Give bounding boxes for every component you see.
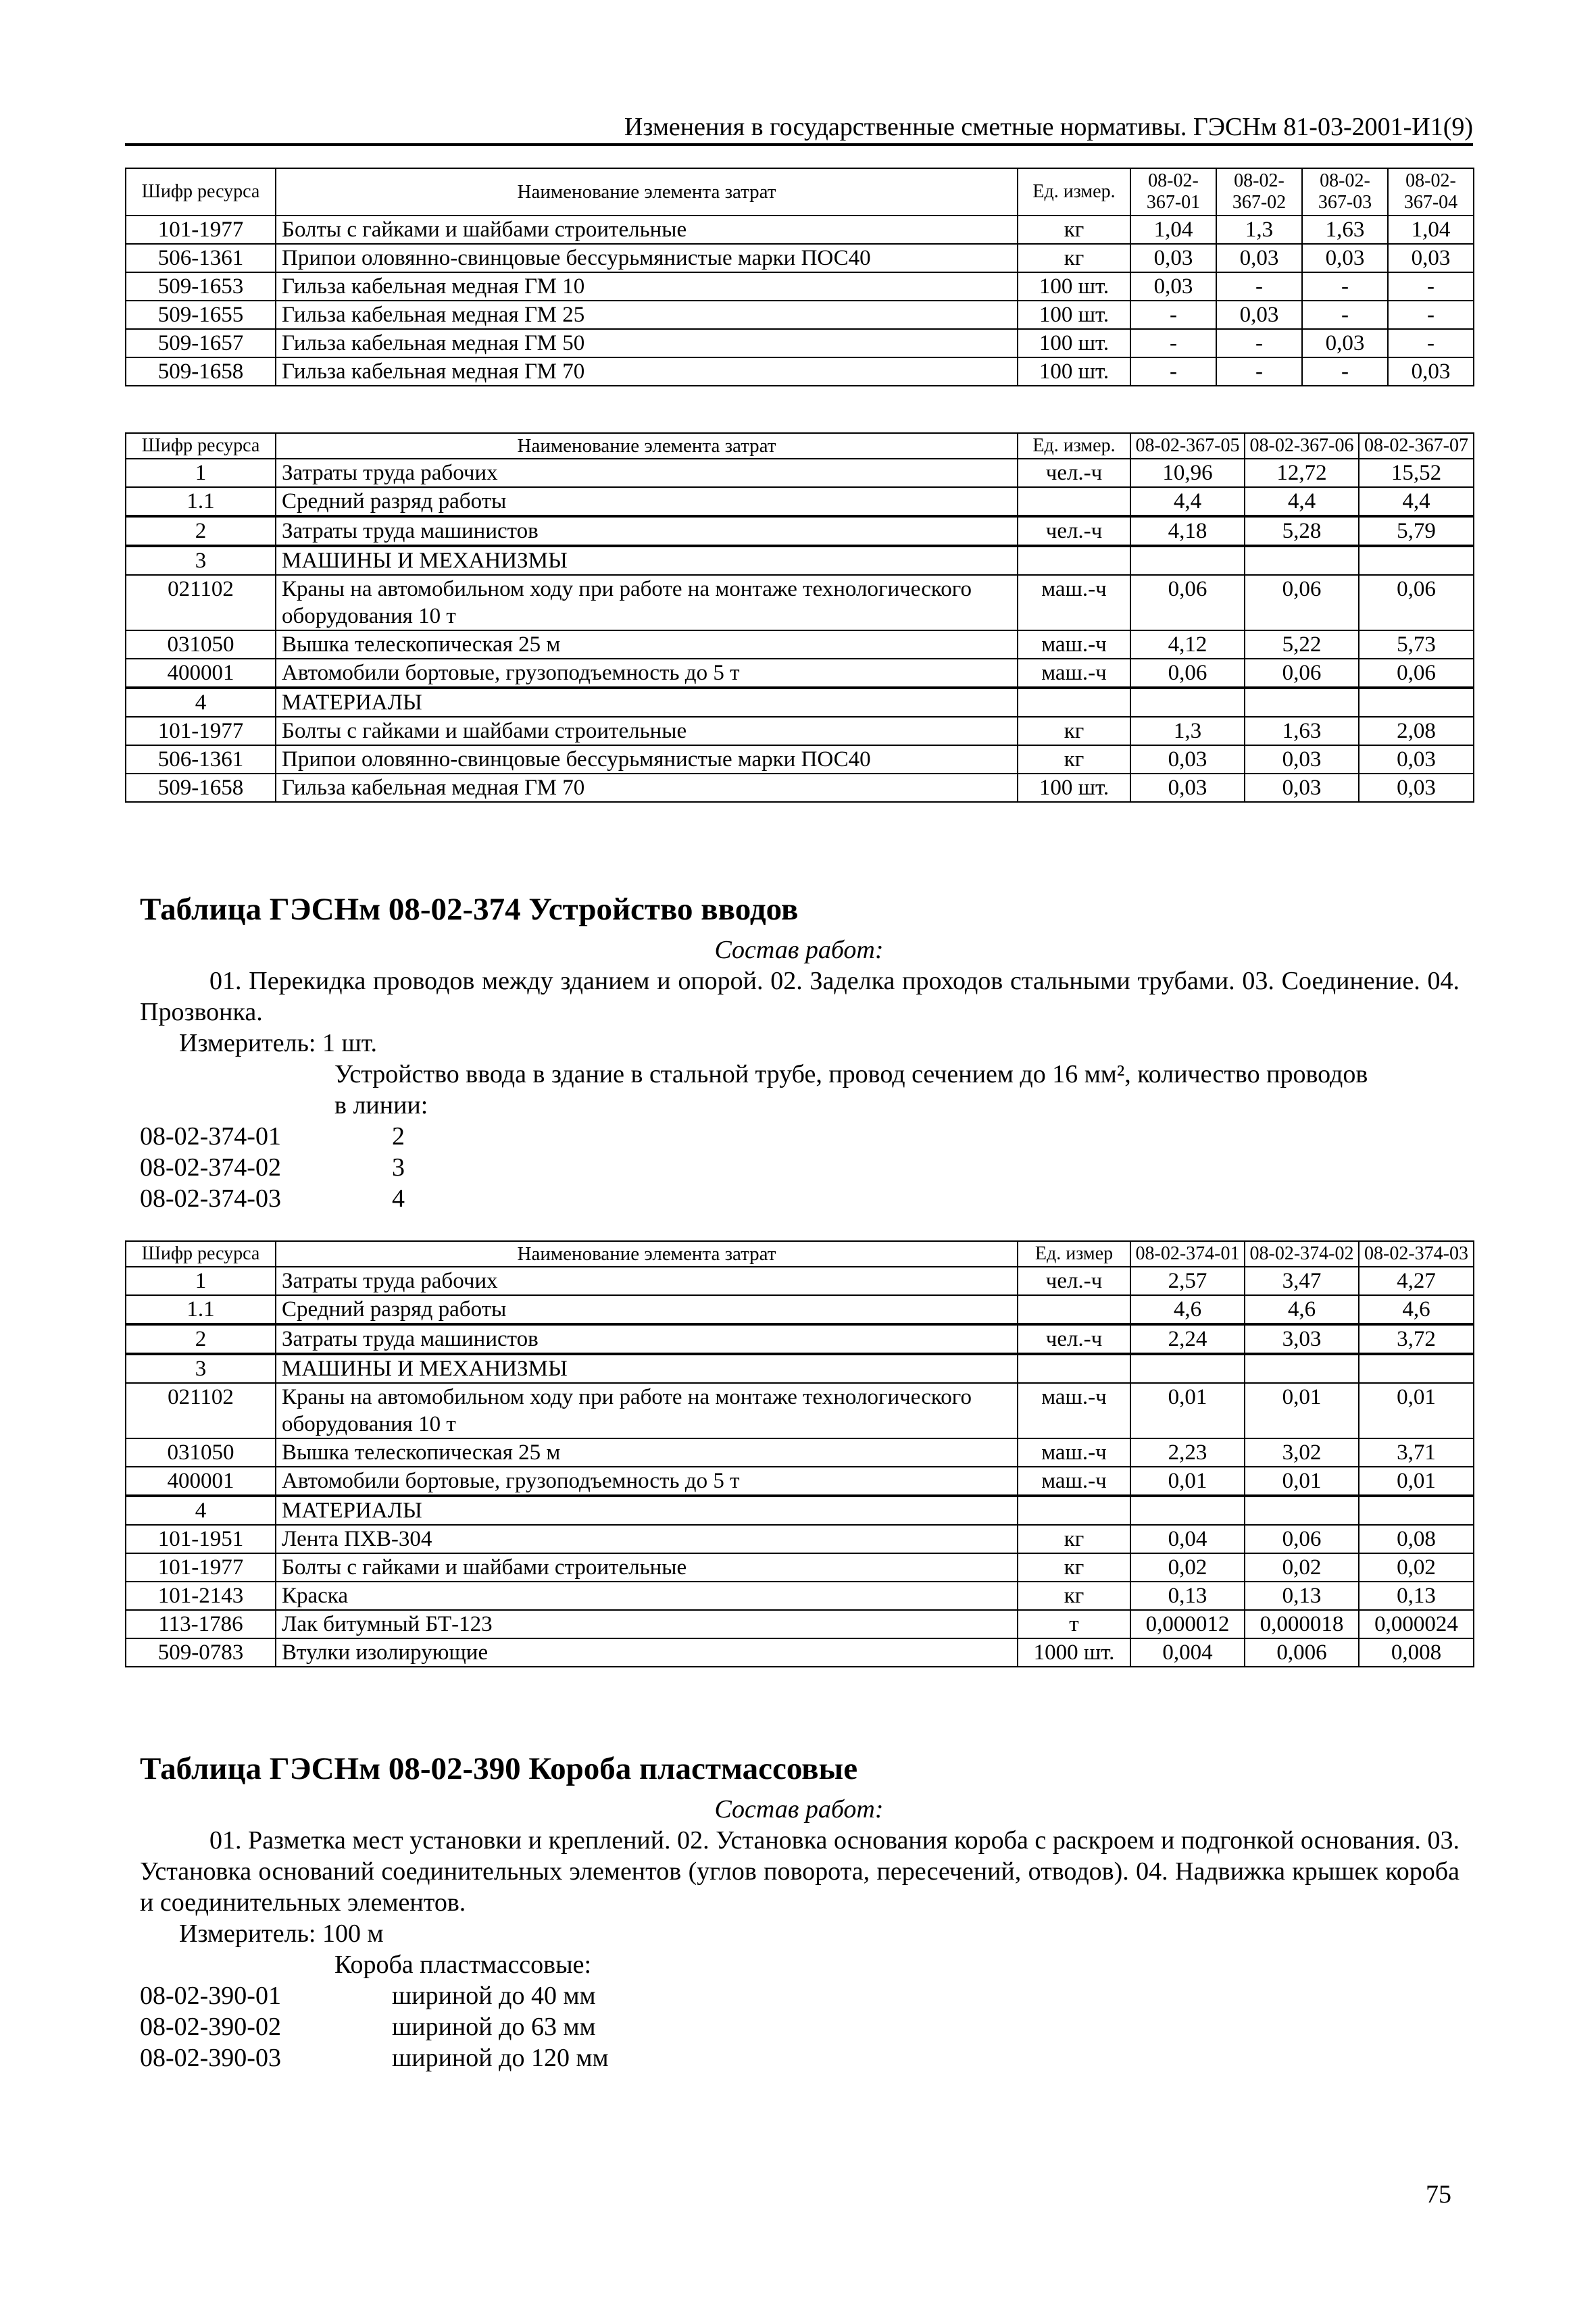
row-unit: чел.-ч xyxy=(1018,1267,1130,1295)
row-value: 1,63 xyxy=(1245,717,1359,745)
row-value: 0,02 xyxy=(1130,1553,1245,1582)
table-row xyxy=(126,1553,1474,1582)
row-value: 0,01 xyxy=(1359,1383,1474,1438)
row-unit: кг xyxy=(1018,244,1130,272)
header-col-2: 08-02-367-02 xyxy=(1216,168,1302,216)
row-name: Болты с гайками и шайбами строительные xyxy=(276,1553,1018,1582)
header-col-1: 08-02-367-05 xyxy=(1130,433,1245,459)
row-name: МАТЕРИАЛЫ xyxy=(276,688,1018,717)
table-row xyxy=(126,244,1474,272)
variant-code: 08-02-390-02 xyxy=(140,2013,281,2041)
row-unit: маш.-ч xyxy=(1018,630,1130,659)
row-value: 0,000012 xyxy=(1130,1610,1245,1638)
row-unit xyxy=(1018,1354,1130,1383)
row-code: 2 xyxy=(126,516,276,546)
header-col-4: 08-02-367-04 xyxy=(1388,168,1474,216)
row-value: - xyxy=(1302,301,1388,329)
row-value: 2,24 xyxy=(1130,1324,1245,1354)
row-value xyxy=(1245,1354,1359,1383)
row-value: 1,63 xyxy=(1302,216,1388,244)
row-code: 2 xyxy=(126,1324,276,1354)
table-header-row xyxy=(126,168,1474,216)
header-code: Шифр ресурса xyxy=(126,433,276,459)
table-row xyxy=(126,1610,1474,1638)
row-name: Припои оловянно-свинцовые бессурьмянистые марки ПОС40 xyxy=(276,244,1018,272)
table-row xyxy=(126,774,1474,802)
row-name: Гильза кабельная медная ГМ 70 xyxy=(276,774,1018,802)
row-name: Краска xyxy=(276,1582,1018,1610)
row-unit: 100 шт. xyxy=(1018,301,1130,329)
row-unit: 100 шт. xyxy=(1018,329,1130,357)
row-unit: 100 шт. xyxy=(1018,774,1130,802)
row-unit: маш.-ч xyxy=(1018,1438,1130,1467)
row-value: 2,08 xyxy=(1359,717,1474,745)
composition-heading-374: Состав работ: xyxy=(714,936,884,964)
table-row xyxy=(126,688,1474,717)
row-value: 0,000024 xyxy=(1359,1610,1474,1638)
table-row xyxy=(126,329,1474,357)
row-value: 15,52 xyxy=(1359,459,1474,487)
table-row xyxy=(126,1582,1474,1610)
table-row xyxy=(126,272,1474,301)
row-name: Вышка телескопическая 25 м xyxy=(276,1438,1018,1467)
row-value: 4,4 xyxy=(1245,487,1359,516)
description-390: Короба пластмассовые: xyxy=(334,1951,592,1979)
row-unit: 100 шт. xyxy=(1018,357,1130,386)
row-code: 509-1658 xyxy=(126,357,276,386)
row-value: 1,04 xyxy=(1130,216,1216,244)
row-value: 2,23 xyxy=(1130,1438,1245,1467)
row-code: 3 xyxy=(126,1354,276,1383)
row-unit: маш.-ч xyxy=(1018,1383,1130,1438)
row-name: МАШИНЫ И МЕХАНИЗМЫ xyxy=(276,1354,1018,1383)
row-value xyxy=(1359,1496,1474,1525)
row-unit: кг xyxy=(1018,216,1130,244)
table-row xyxy=(126,301,1474,329)
row-value: 3,71 xyxy=(1359,1438,1474,1467)
row-code: 509-1658 xyxy=(126,774,276,802)
header-unit: Ед. измер. xyxy=(1018,168,1130,216)
row-code: 101-1977 xyxy=(126,1553,276,1582)
row-unit: маш.-ч xyxy=(1018,575,1130,630)
table-row xyxy=(126,717,1474,745)
row-value xyxy=(1130,688,1245,717)
variant-value: 4 xyxy=(392,1184,405,1213)
row-name: Средний разряд работы xyxy=(276,1295,1018,1324)
row-value: - xyxy=(1388,301,1474,329)
row-unit: чел.-ч xyxy=(1018,516,1130,546)
row-code: 101-1977 xyxy=(126,216,276,244)
row-value: 5,73 xyxy=(1359,630,1474,659)
row-name: Втулки изолирующие xyxy=(276,1638,1018,1667)
row-name: Гильза кабельная медная ГМ 10 xyxy=(276,272,1018,301)
row-value: 0,03 xyxy=(1130,244,1216,272)
row-value: - xyxy=(1130,329,1216,357)
table-row xyxy=(126,575,1474,630)
row-value: - xyxy=(1216,272,1302,301)
row-unit: кг xyxy=(1018,745,1130,774)
row-value: 4,18 xyxy=(1130,516,1245,546)
table-row xyxy=(126,216,1474,244)
row-code: 400001 xyxy=(126,659,276,688)
table-row xyxy=(126,1383,1474,1438)
norm-table-367-a xyxy=(125,168,1474,386)
row-value: 3,47 xyxy=(1245,1267,1359,1295)
row-unit: кг xyxy=(1018,1553,1130,1582)
row-value xyxy=(1359,546,1474,575)
row-value: 0,06 xyxy=(1245,575,1359,630)
row-name: Припои оловянно-свинцовые бессурьмянистые марки ПОС40 xyxy=(276,745,1018,774)
row-unit: кг xyxy=(1018,717,1130,745)
row-value: 0,03 xyxy=(1388,244,1474,272)
row-unit xyxy=(1018,688,1130,717)
row-value: - xyxy=(1388,329,1474,357)
row-value xyxy=(1130,1496,1245,1525)
row-value: 0,13 xyxy=(1245,1582,1359,1610)
row-name: Автомобили бортовые, грузоподъемность до 5 т xyxy=(276,659,1018,688)
header-unit: Ед. измер xyxy=(1018,1241,1130,1267)
header-col-1: 08-02-367-01 xyxy=(1130,168,1216,216)
row-value: - xyxy=(1130,301,1216,329)
row-value: 0,01 xyxy=(1359,1467,1474,1496)
row-value: - xyxy=(1302,272,1388,301)
row-unit: кг xyxy=(1018,1582,1130,1610)
row-value: 5,28 xyxy=(1245,516,1359,546)
row-code: 509-1657 xyxy=(126,329,276,357)
row-value: 4,4 xyxy=(1359,487,1474,516)
row-value: 0,06 xyxy=(1359,659,1474,688)
table-row xyxy=(126,459,1474,487)
header-name: Наименование элемента затрат xyxy=(276,1241,1018,1267)
row-value: 0,03 xyxy=(1302,244,1388,272)
composition-text-374: 01. Перекидка проводов между зданием и опорой. 02. Заделка проходов стальными трубами. 03. Соединение. 04. Прозвонка. xyxy=(140,967,1460,1026)
row-value: 12,72 xyxy=(1245,459,1359,487)
page-number: 75 xyxy=(1426,2180,1451,2209)
row-value: 0,03 xyxy=(1130,774,1245,802)
variant-code: 08-02-374-01 xyxy=(140,1122,281,1151)
row-value: 0,04 xyxy=(1130,1525,1245,1553)
row-code: 1.1 xyxy=(126,487,276,516)
variant-value: шириной до 63 мм xyxy=(392,2013,596,2041)
header-col-1: 08-02-374-01 xyxy=(1130,1241,1245,1267)
row-unit xyxy=(1018,1496,1130,1525)
row-value: - xyxy=(1388,272,1474,301)
row-code: 506-1361 xyxy=(126,244,276,272)
row-value: 10,96 xyxy=(1130,459,1245,487)
row-name: Краны на автомобильном ходу при работе на монтаже технологического оборудования 10 т xyxy=(276,1383,1018,1438)
row-value: 0,03 xyxy=(1388,357,1474,386)
row-name: Автомобили бортовые, грузоподъемность до 5 т xyxy=(276,1467,1018,1496)
row-value: 0,03 xyxy=(1302,329,1388,357)
composition-heading-390: Состав работ: xyxy=(714,1795,884,1823)
row-value: 4,12 xyxy=(1130,630,1245,659)
table-header-row xyxy=(126,1241,1474,1267)
table-row xyxy=(126,1496,1474,1525)
row-name: Краны на автомобильном ходу при работе на монтаже технологического оборудования 10 т xyxy=(276,575,1018,630)
row-value: 0,008 xyxy=(1359,1638,1474,1667)
description-374-line-2: в линии: xyxy=(334,1091,428,1120)
row-value xyxy=(1245,1496,1359,1525)
table-row xyxy=(126,659,1474,688)
row-unit: маш.-ч xyxy=(1018,659,1130,688)
table-row xyxy=(126,1638,1474,1667)
row-value: 0,03 xyxy=(1130,272,1216,301)
table-title-390: Таблица ГЭСНм 08-02-390 Короба пластмассовые xyxy=(140,1751,858,1786)
row-value: 0,06 xyxy=(1245,659,1359,688)
composition-text-390: 01. Разметка мест установки и креплений. 02. Установка основания короба с раскроем и подгонкой основания. 03. Установка оснований соединительных элементов (углов поворота, пересечений, отводов). 04. Надвижка крышек короба и соединительных элементов. xyxy=(140,1826,1460,1917)
row-value: 0,13 xyxy=(1359,1582,1474,1610)
row-code: 509-0783 xyxy=(126,1638,276,1667)
row-code: 509-1653 xyxy=(126,272,276,301)
row-value: - xyxy=(1130,357,1216,386)
table-title-374: Таблица ГЭСНм 08-02-374 Устройство вводов xyxy=(140,892,799,927)
variant-code: 08-02-374-02 xyxy=(140,1153,281,1182)
row-value: 0,01 xyxy=(1130,1383,1245,1438)
row-code: 031050 xyxy=(126,1438,276,1467)
row-value: 0,01 xyxy=(1130,1467,1245,1496)
row-value: 0,000018 xyxy=(1245,1610,1359,1638)
row-value: 1,3 xyxy=(1216,216,1302,244)
meter-374: Измеритель: 1 шт. xyxy=(179,1029,377,1057)
row-value: 4,6 xyxy=(1130,1295,1245,1324)
row-unit: маш.-ч xyxy=(1018,1467,1130,1496)
header-unit: Ед. измер. xyxy=(1018,433,1130,459)
row-value xyxy=(1245,688,1359,717)
table-row xyxy=(126,745,1474,774)
row-unit: кг xyxy=(1018,1525,1130,1553)
row-value: 0,08 xyxy=(1359,1525,1474,1553)
table-row xyxy=(126,1354,1474,1383)
row-value: - xyxy=(1216,329,1302,357)
row-value: 4,27 xyxy=(1359,1267,1474,1295)
row-unit: 100 шт. xyxy=(1018,272,1130,301)
row-name: Лента ПХВ-304 xyxy=(276,1525,1018,1553)
row-value xyxy=(1130,546,1245,575)
row-name: МАТЕРИАЛЫ xyxy=(276,1496,1018,1525)
row-value: 0,03 xyxy=(1245,774,1359,802)
row-value xyxy=(1130,1354,1245,1383)
row-value: 5,79 xyxy=(1359,516,1474,546)
variant-value: шириной до 40 мм xyxy=(392,1982,596,2010)
row-value: 5,22 xyxy=(1245,630,1359,659)
row-code: 113-1786 xyxy=(126,1610,276,1638)
table-row xyxy=(126,546,1474,575)
row-name: Вышка телескопическая 25 м xyxy=(276,630,1018,659)
table-row xyxy=(126,357,1474,386)
row-unit: 1000 шт. xyxy=(1018,1638,1130,1667)
row-code: 021102 xyxy=(126,1383,276,1438)
header-name: Наименование элемента затрат xyxy=(276,433,1018,459)
variant-value: 2 xyxy=(392,1122,405,1151)
row-unit xyxy=(1018,487,1130,516)
row-value: 0,03 xyxy=(1359,774,1474,802)
row-code: 101-2143 xyxy=(126,1582,276,1610)
row-value: 2,57 xyxy=(1130,1267,1245,1295)
meter-390: Измеритель: 100 м xyxy=(179,1919,384,1948)
row-name: Гильза кабельная медная ГМ 50 xyxy=(276,329,1018,357)
table-row xyxy=(126,1267,1474,1295)
row-name: Гильза кабельная медная ГМ 70 xyxy=(276,357,1018,386)
variant-value: 3 xyxy=(392,1153,405,1182)
row-value: 0,03 xyxy=(1130,745,1245,774)
row-value: 0,06 xyxy=(1245,1525,1359,1553)
header-col-3: 08-02-367-07 xyxy=(1359,433,1474,459)
row-code: 101-1951 xyxy=(126,1525,276,1553)
row-name: Болты с гайками и шайбами строительные xyxy=(276,216,1018,244)
table-row xyxy=(126,1438,1474,1467)
row-value: 0,01 xyxy=(1245,1467,1359,1496)
row-name: Затраты труда машинистов xyxy=(276,1324,1018,1354)
table-row xyxy=(126,1295,1474,1324)
row-value xyxy=(1359,688,1474,717)
row-value: 0,03 xyxy=(1216,301,1302,329)
table-row xyxy=(126,487,1474,516)
row-value xyxy=(1359,1354,1474,1383)
norm-table-374 xyxy=(125,1240,1474,1667)
row-code: 4 xyxy=(126,688,276,717)
row-value: - xyxy=(1216,357,1302,386)
row-value: 4,6 xyxy=(1359,1295,1474,1324)
row-name: Болты с гайками и шайбами строительные xyxy=(276,717,1018,745)
row-name: МАШИНЫ И МЕХАНИЗМЫ xyxy=(276,546,1018,575)
row-value: 1,3 xyxy=(1130,717,1245,745)
row-unit xyxy=(1018,1295,1130,1324)
row-value: 0,004 xyxy=(1130,1638,1245,1667)
row-unit xyxy=(1018,546,1130,575)
row-name: Лак битумный БТ-123 xyxy=(276,1610,1018,1638)
table-row xyxy=(126,1467,1474,1496)
row-code: 3 xyxy=(126,546,276,575)
header-col-2: 08-02-374-02 xyxy=(1245,1241,1359,1267)
row-unit: чел.-ч xyxy=(1018,459,1130,487)
running-header: Изменения в государственные сметные нормативы. ГЭСНм 81-03-2001-И1(9) xyxy=(624,113,1473,141)
row-value: 0,13 xyxy=(1130,1582,1245,1610)
row-unit: чел.-ч xyxy=(1018,1324,1130,1354)
variant-code: 08-02-390-01 xyxy=(140,1982,281,2010)
row-code: 1 xyxy=(126,459,276,487)
norm-table-367-b xyxy=(125,432,1474,803)
row-code: 4 xyxy=(126,1496,276,1525)
table-header-row xyxy=(126,433,1474,459)
header-col-3: 08-02-374-03 xyxy=(1359,1241,1474,1267)
row-value: 0,02 xyxy=(1359,1553,1474,1582)
variant-code: 08-02-374-03 xyxy=(140,1184,281,1213)
row-name: Средний разряд работы xyxy=(276,487,1018,516)
table-row xyxy=(126,630,1474,659)
row-value: 3,02 xyxy=(1245,1438,1359,1467)
header-col-2: 08-02-367-06 xyxy=(1245,433,1359,459)
description-374-line-1: Устройство ввода в здание в стальной трубе, провод сечением до 16 мм², количество проводов xyxy=(334,1060,1368,1088)
row-code: 031050 xyxy=(126,630,276,659)
header-code: Шифр ресурса xyxy=(126,1241,276,1267)
row-code: 509-1655 xyxy=(126,301,276,329)
table-row xyxy=(126,516,1474,546)
table-row xyxy=(126,1525,1474,1553)
row-code: 101-1977 xyxy=(126,717,276,745)
row-value: 0,03 xyxy=(1359,745,1474,774)
row-value: 3,03 xyxy=(1245,1324,1359,1354)
row-unit: т xyxy=(1018,1610,1130,1638)
table-row xyxy=(126,1324,1474,1354)
header-code: Шифр ресурса xyxy=(126,168,276,216)
header-name: Наименование элемента затрат xyxy=(276,168,1018,216)
row-name: Затраты труда рабочих xyxy=(276,459,1018,487)
row-code: 1.1 xyxy=(126,1295,276,1324)
row-value: 0,02 xyxy=(1245,1553,1359,1582)
row-value: 0,01 xyxy=(1245,1383,1359,1438)
row-code: 1 xyxy=(126,1267,276,1295)
row-value: 0,03 xyxy=(1245,745,1359,774)
row-value: 0,06 xyxy=(1359,575,1474,630)
row-value: - xyxy=(1302,357,1388,386)
row-value xyxy=(1245,546,1359,575)
row-name: Гильза кабельная медная ГМ 25 xyxy=(276,301,1018,329)
row-value: 3,72 xyxy=(1359,1324,1474,1354)
row-value: 4,6 xyxy=(1245,1295,1359,1324)
row-value: 0,006 xyxy=(1245,1638,1359,1667)
row-code: 400001 xyxy=(126,1467,276,1496)
variant-value: шириной до 120 мм xyxy=(392,2044,609,2072)
variant-code: 08-02-390-03 xyxy=(140,2044,281,2072)
row-name: Затраты труда машинистов xyxy=(276,516,1018,546)
row-value: 4,4 xyxy=(1130,487,1245,516)
row-value: 1,04 xyxy=(1388,216,1474,244)
header-rule xyxy=(125,143,1473,146)
row-code: 506-1361 xyxy=(126,745,276,774)
header-col-3: 08-02-367-03 xyxy=(1302,168,1388,216)
row-code: 021102 xyxy=(126,575,276,630)
row-value: 0,06 xyxy=(1130,659,1245,688)
row-value: 0,03 xyxy=(1216,244,1302,272)
row-name: Затраты труда рабочих xyxy=(276,1267,1018,1295)
row-value: 0,06 xyxy=(1130,575,1245,630)
